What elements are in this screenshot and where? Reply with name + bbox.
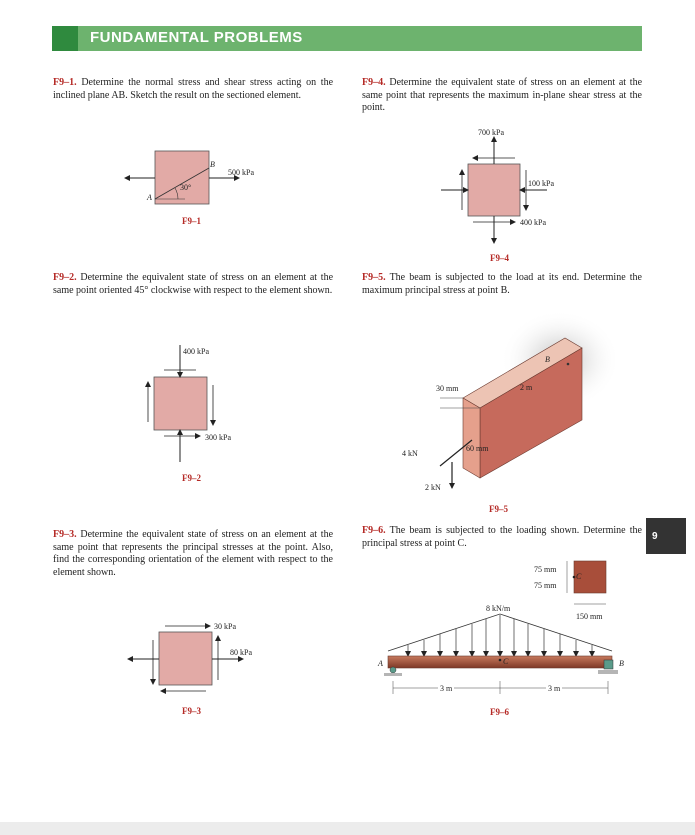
figure-caption: F9–2 (182, 473, 201, 483)
problem-text: Determine the normal stress and shear stress acting on the inclined plane AB. Sketch the result on the sectioned element. (53, 77, 334, 101)
point-c-marker (499, 659, 502, 662)
stress-element (159, 632, 212, 685)
figure-f9-4 (441, 128, 554, 263)
normal-stress-label: 400 kPa (520, 218, 546, 227)
point-c-section-marker (573, 576, 576, 579)
figure-caption: F9–4 (490, 253, 509, 263)
normal-label: 80 kPa (230, 648, 252, 657)
dim2-label: 75 mm (534, 581, 557, 590)
figure-caption: F9–6 (490, 707, 509, 717)
point-a-label: A (378, 659, 383, 668)
point-b-marker (567, 363, 570, 366)
shear-label: 30 kPa (214, 622, 236, 631)
figure-f9-3 (128, 622, 252, 716)
load-label: 8 kN/m (486, 604, 511, 613)
stress-top-label: 400 kPa (183, 347, 209, 356)
span1-label: 3 m (440, 684, 453, 693)
point-b-label: B (210, 160, 215, 169)
page-footer-band (0, 822, 695, 835)
load-v-label: 2 kN (425, 483, 441, 492)
stress-label: 500 kPa (228, 168, 254, 177)
width-label: 150 mm (576, 612, 603, 621)
problem-number: F9–4. (362, 77, 386, 88)
problem-text: The beam is subjected to the loading shown. Determine the principal stress at point C. (362, 525, 642, 549)
top-stress-label: 700 kPa (478, 128, 504, 137)
point-a-label: A (147, 193, 152, 202)
figure-caption: F9–5 (489, 504, 508, 514)
point-b-label: B (619, 659, 624, 668)
problem-number: F9–6. (362, 525, 386, 536)
problem-text: Determine the equivalent state of stress on an element at the same point that represents the principal stresses at the point. Also, find the corresponding orientation of the element with respect to the element shown. (53, 529, 334, 578)
angle-label: 30° (180, 183, 192, 192)
problem-number: F9–2. (53, 272, 77, 283)
chapter-number: 9 (652, 531, 658, 542)
stress-element (154, 377, 207, 430)
beam (388, 656, 612, 668)
point-c-section-label: C (576, 572, 582, 581)
span2-label: 3 m (548, 684, 561, 693)
figure-caption: F9–3 (182, 706, 201, 716)
problem-number: F9–1. (53, 77, 77, 88)
pin-support-a (390, 667, 396, 673)
width-label: 30 mm (436, 384, 459, 393)
figure-f9-1 (125, 151, 254, 226)
problem-text: Determine the equivalent state of stress on an element at the same point oriented 45° clockwise with respect to the element shown. (53, 272, 334, 296)
dim1-label: 75 mm (534, 565, 557, 574)
beam-end-face (463, 398, 480, 478)
problem-number: F9–3. (53, 529, 77, 540)
problem-text: The beam is subjected to the load at its end. Determine the maximum principal stress at point B. (362, 272, 642, 296)
length-label: 2 m (520, 383, 533, 392)
shear-stress-label: 100 kPa (528, 179, 554, 188)
load-h-label: 4 kN (402, 449, 418, 458)
figure-f9-6 (377, 561, 624, 717)
ground-b (598, 670, 618, 674)
problem-number: F9–5. (362, 272, 386, 283)
ground-a (384, 673, 402, 676)
height-label: 60 mm (466, 444, 489, 453)
page-title: FUNDAMENTAL PROBLEMS (90, 29, 303, 46)
problem-text: Determine the equivalent state of stress on an element at the same point that represents the maximum in-plane shear stress at the point. (362, 77, 643, 113)
stress-element (155, 151, 209, 204)
figure-f9-2 (148, 345, 231, 483)
figure-caption: F9–1 (182, 216, 201, 226)
point-b-label: B (545, 355, 550, 364)
stress-element (468, 164, 520, 216)
roller-support-b (604, 660, 613, 669)
point-c-label: C (503, 657, 509, 666)
stress-bottom-label: 300 kPa (205, 433, 231, 442)
figure-f9-5 (402, 310, 620, 514)
